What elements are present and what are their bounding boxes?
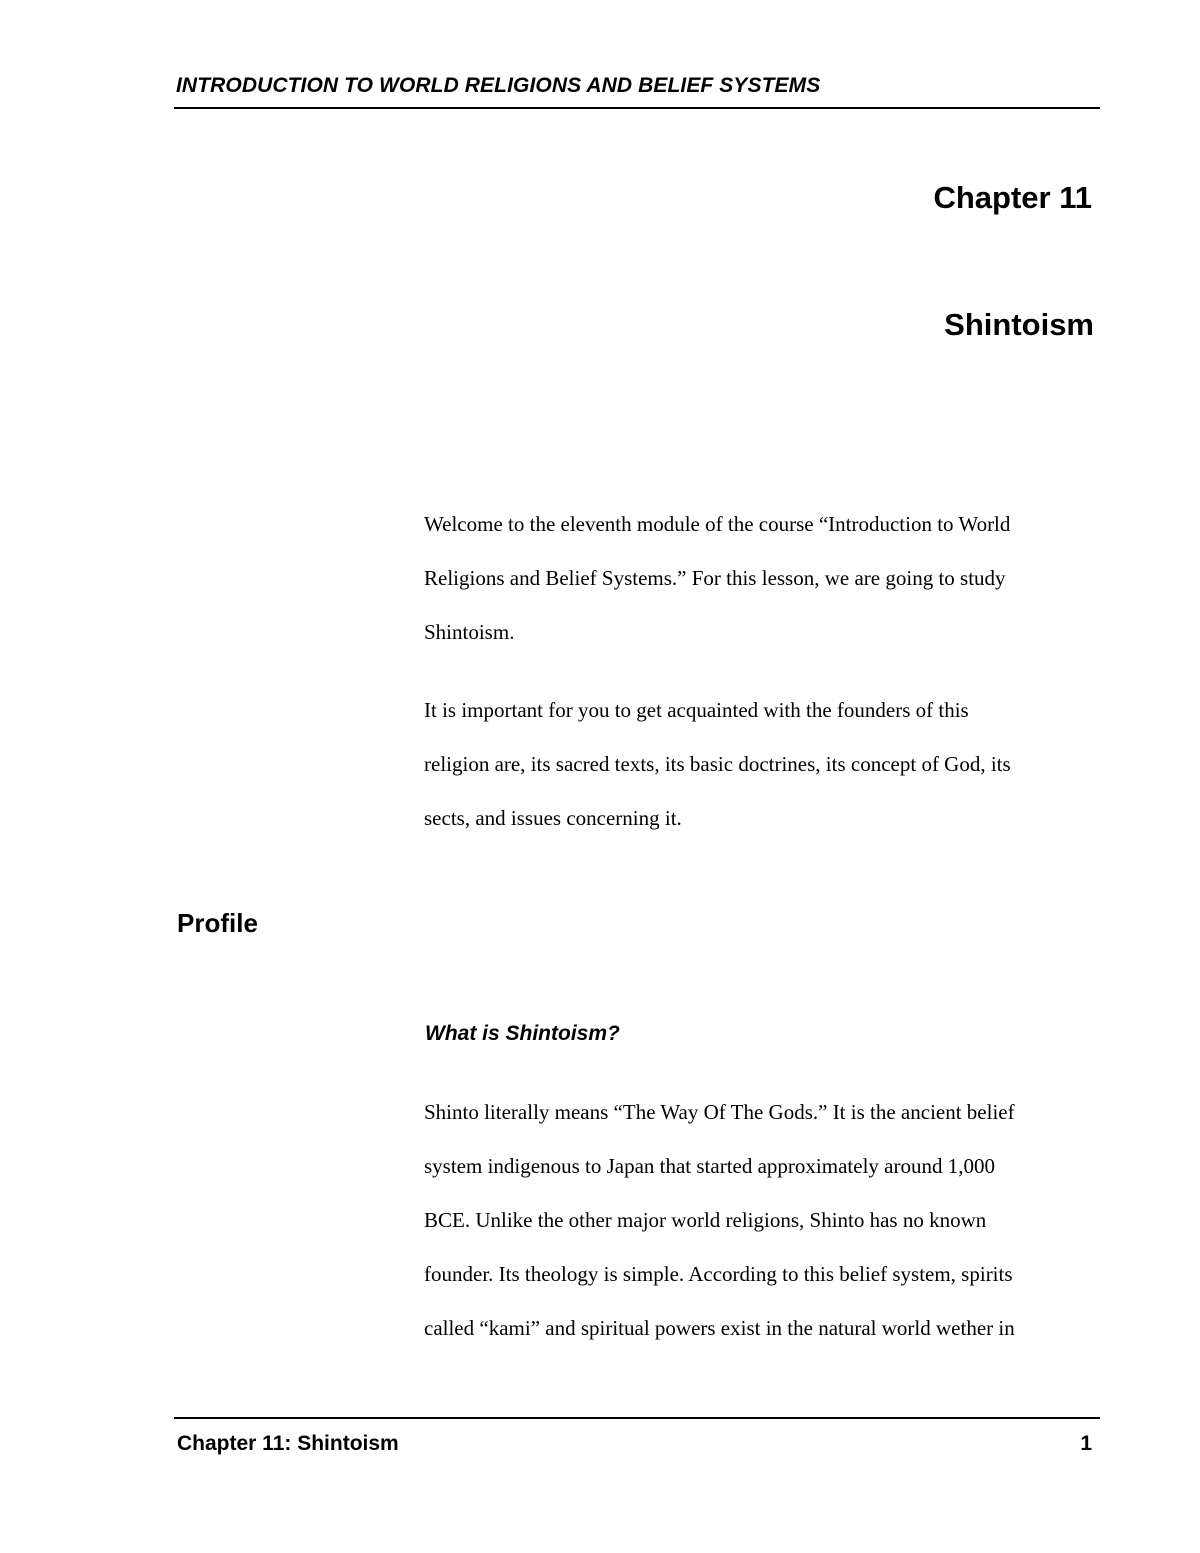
paragraph-line: Religions and Belief Systems.” For this lesson, we are going to study [424, 566, 1006, 590]
paragraph-line: Shinto literally means “The Way Of The Gods.” It is the ancient belief [424, 1100, 1015, 1124]
footer-chapter-label: Chapter 11: Shintoism [177, 1432, 399, 1455]
footer-rule [174, 1417, 1100, 1419]
intro-paragraph-1 [424, 497, 1104, 659]
paragraph-line: Shintoism. [424, 620, 515, 644]
paragraph-line: BCE. Unlike the other major world religions, Shinto has no known [424, 1208, 987, 1232]
running-header: INTRODUCTION TO WORLD RELIGIONS AND BELIEF SYSTEMS [176, 74, 821, 97]
header-rule [174, 107, 1100, 109]
chapter-number: Chapter 11 [933, 180, 1092, 215]
section-heading-profile: Profile [177, 908, 258, 938]
paragraph-line: It is important for you to get acquainted with the founders of this [424, 698, 969, 722]
paragraph-line: system indigenous to Japan that started approximately around 1,000 [424, 1154, 995, 1178]
subheading-what-is-shintoism: What is Shintoism? [425, 1022, 620, 1045]
paragraph-line: Welcome to the eleventh module of the course “Introduction to World [424, 512, 1011, 536]
paragraph-line: religion are, its sacred texts, its basic doctrines, its concept of God, its [424, 752, 1011, 776]
profile-paragraph-1 [424, 1085, 1104, 1355]
chapter-title: Shintoism [944, 307, 1094, 342]
page-number: 1 [1080, 1432, 1092, 1455]
intro-paragraph-2 [424, 683, 1104, 845]
paragraph-line: founder. Its theology is simple. According to this belief system, spirits [424, 1262, 1013, 1286]
paragraph-line: sects, and issues concerning it. [424, 806, 682, 830]
paragraph-line: called “kami” and spiritual powers exist in the natural world wether in [424, 1316, 1015, 1340]
